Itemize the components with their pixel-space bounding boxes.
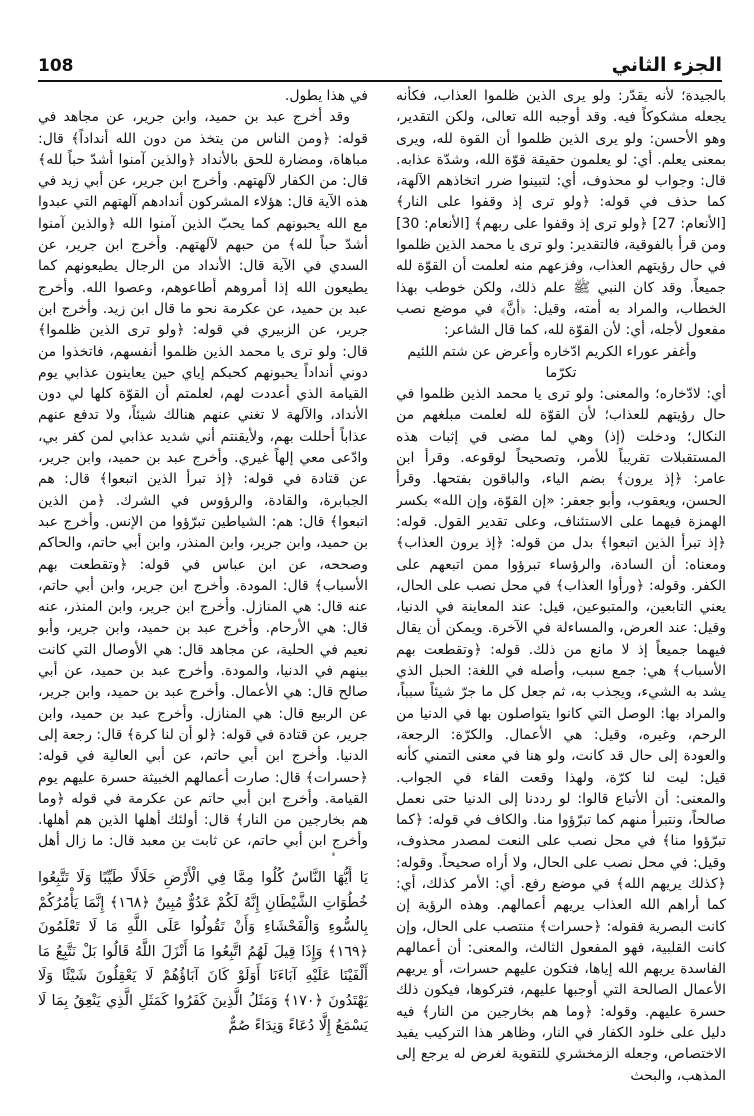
running-title: الجزء الثاني: [611, 54, 722, 76]
left-column: [38, 86, 368, 856]
poetry-verse: وأغفر عوراء الكريم ادّخاره وأعرض عن شتم اللئيم تكرّما: [407, 343, 697, 381]
right-paragraph-2: أي: لادّخاره؛ والمعنى: ولو ترى يا محمد الذين ظلموا في حال رؤيتهم للعذاب؛ لأن القوّة لله لعلمت مبلغهم من النكال؛ ودخلت (إذ) وهي لما مضى في إثبات هذه المستقبلات تقريباً للأمر، وتصحيحاً لوقوعه. وقرأ ابن عامر: ﴿إذ يرون﴾ بضم الياء، والباقون بفتحها. وقرأ الحسن، ويعقوب، وأبو جعفر: «إن القوّة، وإن الله» بكسر الهمزة فيهما على الاستئناف، وعلى تقدير القول. قوله: ﴿إذ تبرأ الذين اتبعوا﴾ بدل من قوله: ﴿إذ يرون العذاب﴾ ومعناه: أن السادة، والرؤساء تبرؤوا ممن اتبعهم على الكفر. وقوله: ﴿ورأوا العذاب﴾ في محل نصب على الحال، يعني التابعين، والمتبوعين، قيل: عند المعاينة في الدنيا، وقيل: عند العرض، والمساءلة في الآخرة. ويمكن أن يقال فيهما جميعاً إذ لا مانع من ذلك. قوله: ﴿وتقطعت بهم الأسباب﴾ هي: جمع سبب، وأصله في اللغة: الحبل الذي يشد به الشيء، ويجذب به، ثم جعل كل ما جرّ شيئاً سبباً، والمراد بها: الوصل التي كانوا يتواصلون بها في الدنيا من الرحم، وغيره، وقيل: هي الأعمال. والكرّة: الرجعة، والعودة إلى حال قد كانت، ولو هنا في معنى التمني كأنه قيل: ليت لنا كرّة، ولهذا وقعت الفاء في الجواب. والمعنى: أن الأتباع قالوا: لو رددنا إلى الدنيا حتى نعمل صالحاً، ونتبرأ منهم كما تبرّؤوا منا. والكاف في قوله: ﴿كما تبرّؤوا منا﴾ في محل نصب على النعت لمصدر محذوف، وقيل: في محل نصب على الحال، ولا أراه صحيحاً. وقوله: ﴿كذلك يريهم الله﴾ في موضع رفع. أي: الأمر كذلك، أي: كما أراهم الله العذاب يريهم أعمالهم. وهذه الرؤية إن كانت البصرية فقوله: ﴿حسرات﴾ منتصب على الحال، وإن كانت القلبية، فهو المفعول الثالث، والمعنى: أن أعمالهم الفاسدة يريهم الله إياها، فتكون عليهم حسرات، أو يريهم الأعمال الصالحة التي أوجبها عليهم، فتركوها، فيكون ذلك حسرة عليهم. وقوله: ﴿وما هم بخارجين من النار﴾ فيه دليل على خلود الكفار في النار، وظاهر هذا التركيب يفيد الاختصاص، وجعله الزمخشري للتقوية لغرض له يرجع إلى المذهب، والبحث: [396, 386, 726, 1084]
right-column: [396, 86, 726, 1096]
right-paragraph-1: بالجيدة؛ لأنه يقدّر: ولو يرى الذين ظلموا العذاب، فكأنه يجعله مشكوكاً فيه. وقد أوجبه الله تعالى، ولكن التقدير، وهو الأحسن: ولو يرى الذين ظلموا أن القوة لله، ويرى بمعنى يعلم. أي: لو يعلمون حقيقة قوّة الله، وشدّة عذابه. قال: وجواب لو محذوف، أي: لتبينوا ضرر اتخاذهم الآلهة، كما حذف في قوله: ﴿ولو ترى إذ وقفوا على النار﴾ [الأنعام: 27] ﴿ولو ترى إذ وقفوا على ربهم﴾ [الأنعام: 30] ومن قرأ بالفوقية، فالتقدير: ولو ترى يا محمد الذين ظلموا في حال رؤيتهم العذاب، وفزعهم منه لعلمت أن القوّة لله جميعاً. وقد كان النبي ﷺ علم ذلك، ولكن خوطب بهذا الخطاب، والمراد به أمته، وقيل: ﴿أنَّ﴾ في موضع نصب مفعول لأجله، أي: لأن القوّة لله، كما قال الشاعر:: [396, 88, 726, 339]
page-header: [38, 52, 722, 80]
quran-verse-block: [38, 866, 368, 1056]
left-paragraph-2: وقد أخرج عبد بن حميد، وابن جرير، عن مجاهد في قوله: ﴿ومن الناس من يتخذ من دون الله أنداداً﴾ قال: مباهاة، ومضارة للحق بالأنداد ﴿والذين آمنوا أشدّ حباً لله﴾ قال: من الكفار لآلهتهم. وأخرج ابن جرير، عن أبي زيد في هذه الآية قال: هؤلاء المشركون أندادهم آلهتهم التي عبدوا مع الله يحبونهم كما يحبّ الذين آمنوا الله ﴿والذين آمنوا أشدّ حباً لله﴾ من حبهم لآلهتهم. وأخرج ابن جرير، عن السدي في الآية قال: الأنداد من الرجال يطيعونهم كما يطيعون الله إذا أمروهم أطاعوهم، وعصوا الله. وأخرج عبد بن حميد، عن عكرمة نحو ما قال ابن زيد. وأخرج ابن جرير، عن الزبيري في قوله: ﴿ولو ترى الذين ظلموا﴾ قال: ولو ترى يا محمد الذين ظلموا أنفسهم، فاتخذوا من دوني أنداداً يحبونهم كحبكم إياي حين يعاينون عذابي يوم القيامة الذي أعددت لهم، لعلمتم أن القوّة كلها لي دون الأنداد، والآلهة لا تغني عنهم هنالك شيئاً، ولا تدفع عنهم عذاباً أحللت بهم، ولأيقنتم أني شديد عذابي لمن كفر بي، وادّعى معي إلهاً غيري. وأخرج عبد بن حميد، وابن جرير، عن قتادة في قوله: ﴿إذ تبرأ الذين اتبعوا﴾ قال: هم الجبابرة، والقادة، والرؤوس في الشرك. ﴿من الذين اتبعوا﴾ قال: هم: الشياطين تبرّؤوا من الإنس. وأخرج عبد بن حميد، وابن جرير، وابن المنذر، وابن أبي حاتم، والحاكم وصححه، عن ابن عباس في قوله: ﴿وتقطعت بهم الأسباب﴾ قال: المودة. وأخرج ابن جرير، وابن أبي حاتم، عنه قال: هي المنازل. وأخرج ابن جرير، وابن المنذر، عنه قال: هي الأرحام. وأخرج عبد بن حميد، وابن جرير، وأبو نعيم في الحلية، عن مجاهد قال: هي الأوصال التي كانت بينهم في الدنيا، والمودة. وأخرج عبد بن حميد، عن أبي صالح قال: هي الأعمال. وأخرج عبد بن حميد، وابن جرير، عن الربيع قال: هي المنازل. وأخرج عبد بن حميد، وابن جرير، عن قتادة في قوله: ﴿لو أن لنا كرة﴾ قال: رجعة إلى الدنيا. وأخرج ابن أبي حاتم، عن أبي العالية في قوله: ﴿حسرات﴾ قال: صارت أعمالهم الخبيثة حسرة عليهم يوم القيامة. وأخرج ابن أبي حاتم عن عكرمة في قوله ﴿وما هم بخارجين من النار﴾ قال: أولئك أهلها الذين هم أهلها. وأخرج ابن أبي حاتم، عن ثابت بن معبد قال: ما زال أهل: [38, 109, 368, 850]
quran-verse-text: يَا أَيُّهَا النَّاسُ كُلُوا مِمَّا فِي الْأَرْضِ حَلَالًا طَيِّبًا وَلَا تَتَّبِعُوا خُطُوَاتِ الشَّيْطَانِ إِنَّهُ لَكُمْ عَدُوٌّ مُبِينٌ ﴿١٦٨﴾ إِنَّمَا يَأْمُرُكُمْ بِالسُّوءِ وَالْفَحْشَاءِ وَأَنْ تَقُولُوا عَلَى اللَّهِ مَا لَا تَعْلَمُونَ ﴿١٦٩﴾ وَإِذَا قِيلَ لَهُمُ اتَّبِعُوا مَا أَنْزَلَ اللَّهُ قَالُوا بَلْ نَتَّبِعُ مَا أَلْفَيْنَا عَلَيْهِ آبَاءَنَا أَوَلَوْ كَانَ آبَاؤُهُمْ لَا يَعْقِلُونَ شَيْئًا وَلَا يَهْتَدُونَ ﴿١٧٠﴾ وَمَثَلُ الَّذِينَ كَفَرُوا كَمَثَلِ الَّذِي يَنْعِقُ بِمَا لَا يَسْمَعُ إِلَّا دُعَاءً وَنِدَاءً صُمٌّ: [38, 870, 368, 1034]
page-number: 108: [38, 56, 74, 76]
header-rule: [38, 80, 722, 82]
left-paragraph-1: في هذا يطول.: [284, 88, 368, 104]
